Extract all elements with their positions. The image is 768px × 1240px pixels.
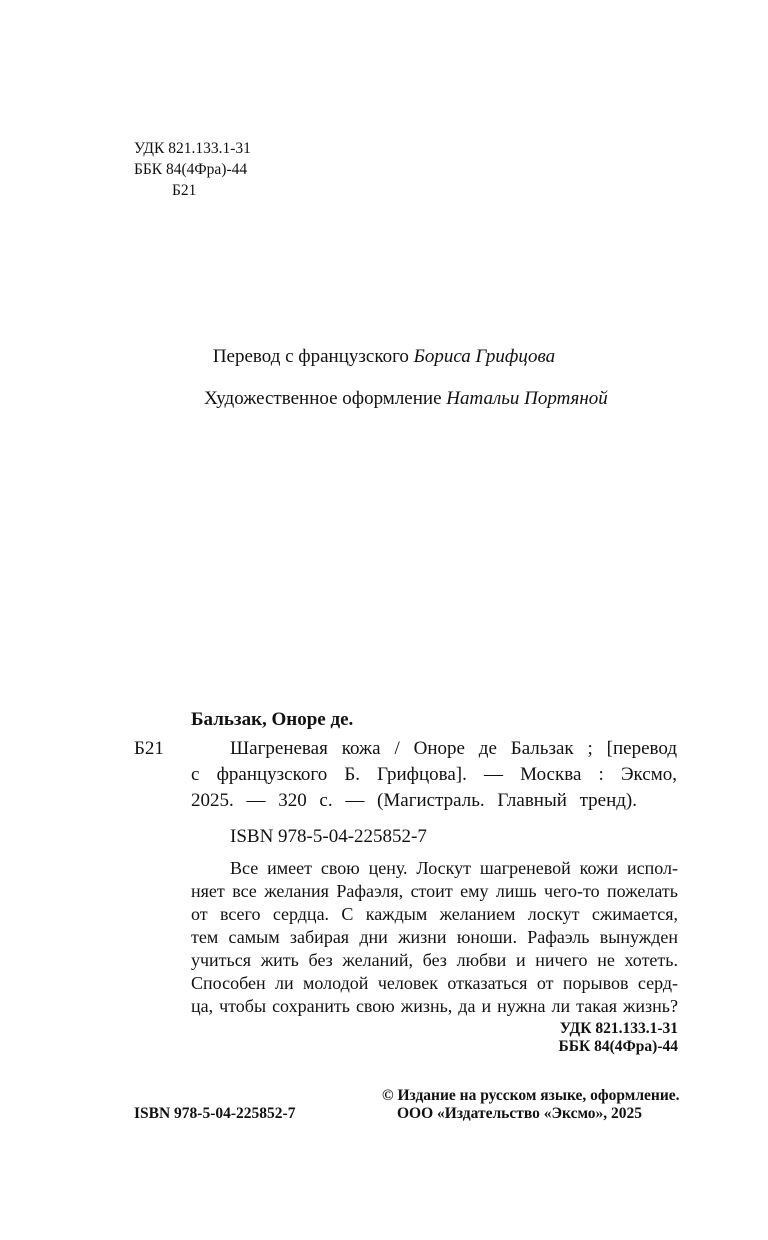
bbk-code: ББК 84(4Фра)-44: [134, 161, 248, 178]
annotation-line-5: учиться жить без желаний, без любви и ничего не хотеть.: [191, 950, 678, 970]
annotation-line-1: Все имеет свою цену. Лоскут шагреневой кожи испол-: [230, 858, 678, 878]
design-prefix: Художественное оформление: [204, 388, 447, 409]
copyright-line-1: © Издание на русском языке, оформление.: [382, 1087, 680, 1104]
footer-isbn: ISBN 978-5-04-225852-7: [134, 1105, 296, 1122]
translation-credit: [0, 345, 768, 369]
catalog-isbn: ISBN 978-5-04-225852-7: [230, 826, 427, 847]
udk-code-bottom: УДК 821.133.1-31: [559, 1020, 678, 1037]
catalog-entry-line-3: 2025. — 320 с. — (Магистраль. Главный тренд).: [191, 790, 637, 811]
catalog-entry-line-1: Шагреневая кожа / Оноре де Бальзак ; [перевод: [230, 738, 677, 759]
designer-name: Натальи Портяной: [446, 388, 608, 409]
catalog-entry-line-2: с французского Б. Грифцова]. — Москва : Эксмо,: [191, 764, 677, 785]
udk-code: УДК 821.133.1-31: [134, 140, 251, 157]
author-mark: Б21: [172, 182, 197, 199]
annotation-line-4: тем самым забирая дни жизни юноши. Рафаэль вынужден: [191, 927, 678, 947]
annotation-line-7: ца, чтобы сохранить свою жизнь, да и нужна ли такая жизнь?: [191, 996, 678, 1016]
bbk-code-bottom: ББК 84(4Фра)-44: [558, 1038, 678, 1055]
copyright-line-2: ООО «Издательство «Эксмо», 2025: [397, 1105, 643, 1122]
catalog-author-mark: Б21: [134, 738, 164, 759]
annotation-line-2: няет все желания Рафаэля, стоит ему лишь чего-то пожелать: [191, 881, 678, 901]
annotation-line-3: от всего сердца. С каждым желанием лоскут сжимается,: [191, 904, 678, 924]
design-credit: [0, 387, 768, 411]
author-heading: Бальзак, Оноре де.: [191, 709, 354, 730]
annotation-line-6: Способен ли молодой человек отказаться от порывов серд-: [191, 973, 678, 993]
translator-name: Бориса Грифцова: [413, 346, 556, 367]
translation-prefix: Перевод с французского: [212, 346, 414, 367]
